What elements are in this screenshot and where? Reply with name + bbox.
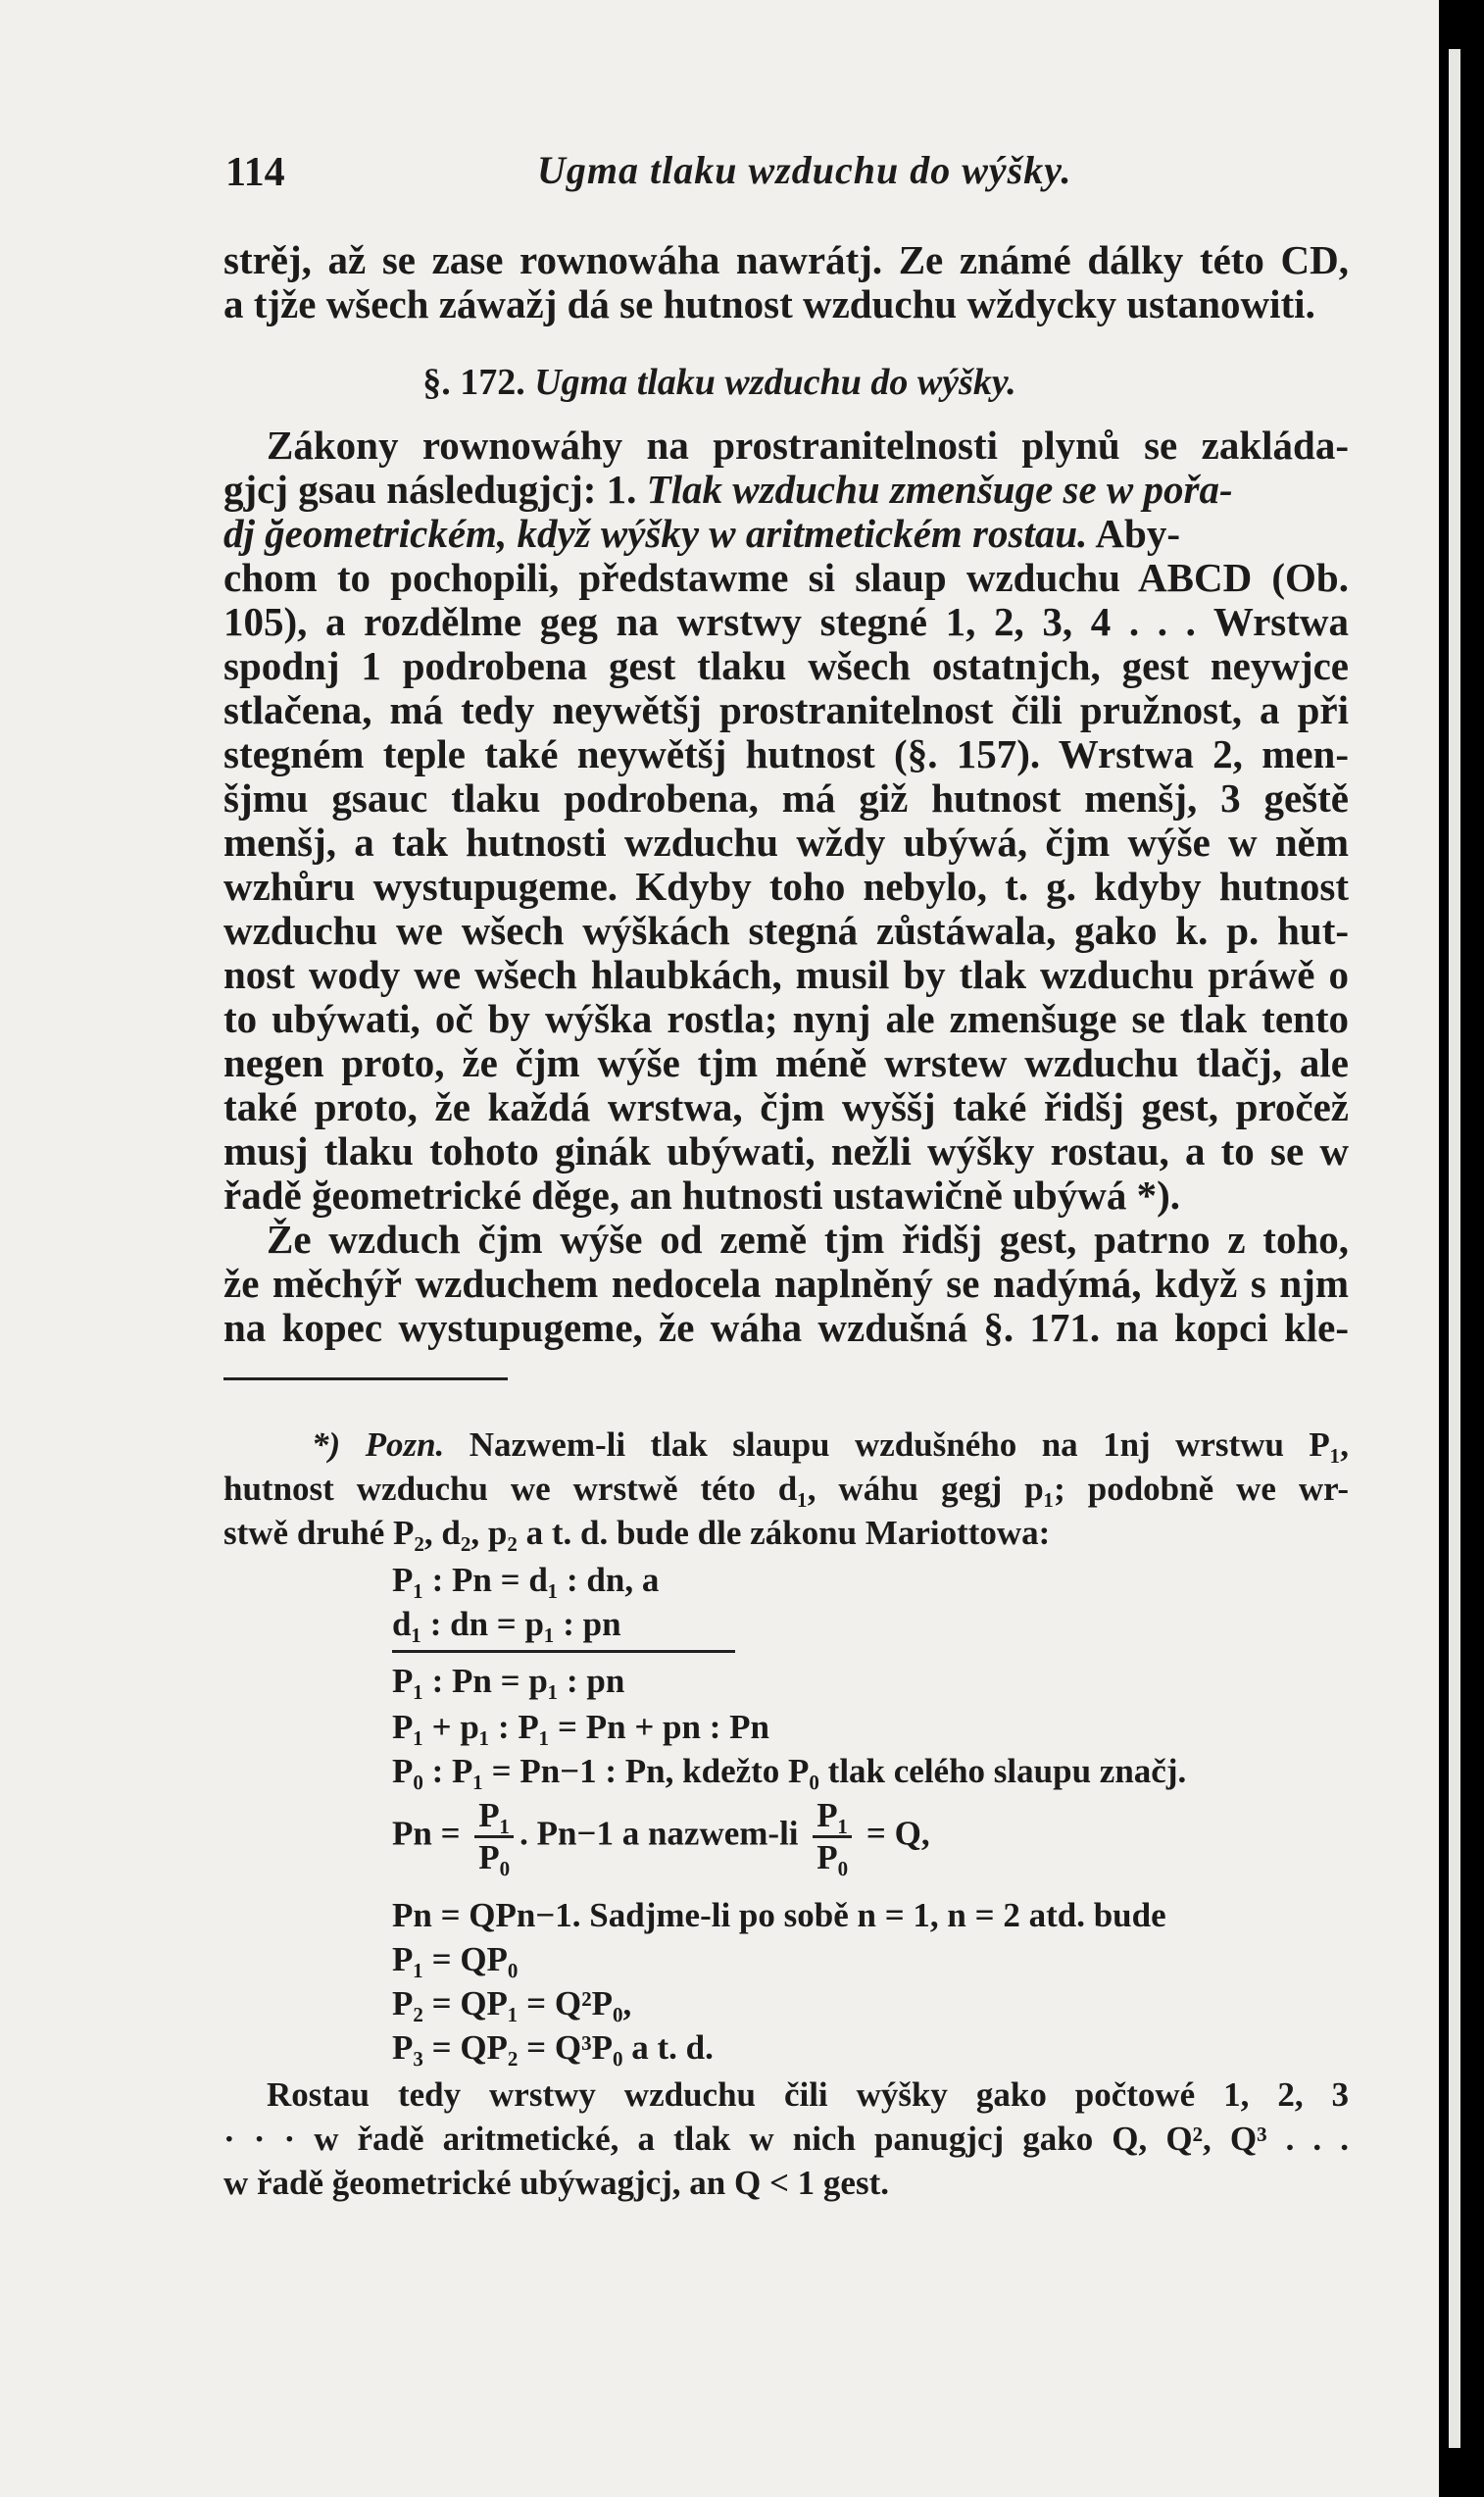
fraction-denominator: P₀ [478,1838,511,1876]
formula-underline [392,1650,735,1653]
formula-line: P₀ : P₁ = Pn−1 : Pn, kdežto P₀ tlak celého slaupu značj. [392,1752,1187,1790]
footnote-line [223,1423,1349,1467]
text-line: také proto, že každá wrstwa, čjm wyššj také řidšj gest, pročež [223,1084,1349,1129]
text-line: Zákony rownowáhy na prostranitelnosti plynů se zakláda- [267,423,1349,468]
formula-line: P₁ : Pn = d₁ : dn, a [392,1561,660,1599]
fraction-numerator: P₁ [474,1796,514,1838]
footnote-line: · · · w řadě aritmetické, a tlak w nich panugjcj gako Q, Q², Q³ . . . [223,2120,1349,2158]
text-line: wzduchu we wšech wýškách stegná zůstáwala, gako k. p. hut- [223,908,1349,953]
formula-line: P₁ = QP₀ [392,1940,519,1978]
footnote-rule [223,1377,508,1380]
formula-text: = Q, [866,1814,930,1853]
text-line: 105), a rozdělme geg na wrstwy stegné 1, 2, 3, 4 . . . Wrstwa [223,599,1349,644]
text-line: wzhůru wystupugeme. Kdyby toho nebylo, t. g. kdyby hutnost [223,864,1349,909]
formula-fraction-line [392,1796,930,1877]
section-number: §. 172. [422,362,525,403]
text-line: řadě ğeometrické děge, an hutnosti ustawičně ubýwá *). [223,1173,1180,1218]
footnote-line: stwě druhé P₂, d₂, p₂ a t. d. bude dle zákonu Mariottowa: [223,1514,1051,1552]
formula-text: Pn = [392,1814,461,1853]
text-line: menšj, a tak hutnosti wzduchu wždy ubýwá, čjm wýše w něm [223,820,1349,865]
scan-edge [1439,0,1484,2497]
text-line: šjmu gsauc tlaku podrobena, má giž hutnost menšj, 3 geště [223,775,1349,821]
text-line: že měchýř wzduchem nedocela naplněný se nadýmá, když s njm [223,1261,1349,1306]
formula-text: . Pn−1 a nazwem-li [519,1814,799,1853]
text-line: strěj, až se zase rownowáha nawrátj. Ze známé dálky této CD, [223,237,1349,282]
law-italic: Tlak wzduchu zmenšuge se w pořa- [646,467,1233,512]
fraction [813,1796,852,1877]
running-title: Ugma tlaku wzduchu do wýšky. [537,148,1072,192]
text-fragment: gjcj gsau následugjcj: 1. [223,467,637,512]
formula-line: Pn = QPn−1. Sadjme-li po sobě n = 1, n = 2 atd. bude [392,1896,1166,1934]
footnote-line: w řadě ğeometrické ubýwagjcj, an Q < 1 gest. [223,2164,889,2202]
text-line: musj tlaku tohoto ginák ubýwati, nežli wýšky rostau, a to se w [223,1128,1349,1174]
section-title: Ugma tlaku wzduchu do wýšky. [534,362,1016,403]
text-line: negen proto, že čjm wýše tjm méně wrstew wzduchu tlačj, ale [223,1040,1349,1085]
text-line: spodnj 1 podrobena gest tlaku wšech ostatnjch, gest neywjce [223,643,1349,688]
formula-line: P₁ : Pn = p₁ : pn [392,1662,625,1700]
text-line: nost wody we wšech hlaubkách, musil by tlak wzduchu práwě o [223,952,1349,997]
section-heading [0,361,1439,404]
text-line: chom to pochopili, předstawme si slaup wzduchu ABCD (Ob. [223,555,1349,600]
formula-line: P₂ = QP₁ = Q²P₀, [392,1984,632,2023]
formula-line: P₃ = QP₂ = Q³P₀ a t. d. [392,2028,714,2067]
text-line: Že wzduch čjm wýše od země tjm řidšj gest, patrno z toho, [267,1217,1349,1262]
text-fragment: Nazwem-li tlak slaupu wzdušného na 1nj wrstwu P₁, [469,1425,1349,1464]
page-number: 114 [225,150,285,195]
text-line: na kopec wystupugeme, že wáha wzdušná §. 171. na kopci kle- [223,1305,1349,1350]
text-line [223,468,1349,512]
page-edge-strip [1449,49,1460,2448]
text-line: a tjže wšech záwažj dá se hutnost wzduchu wždycky ustanowiti. [223,281,1315,326]
fraction [474,1796,514,1877]
footnote-marker: *) Pozn. [312,1425,445,1464]
footnote-line: Rostau tedy wrstwy wzduchu čili wýšky gako počtowé 1, 2, 3 [267,2075,1349,2114]
text-line: stlačena, má tedy neywětšj prostranitelnost čili pružnost, a při [223,687,1349,732]
fraction-denominator: P₀ [816,1838,849,1876]
fraction-numerator: P₁ [813,1796,852,1838]
formula-line: d₁ : dn = p₁ : pn [392,1605,621,1643]
law-italic: dj ğeometrickém, když wýšky w aritmetickém rostau. [223,511,1088,556]
text-line: to ubýwati, oč by wýška rostla; nynj ale zmenšuge se tlak tento [223,996,1349,1041]
formula-line: P₁ + p₁ : P₁ = Pn + pn : Pn [392,1708,769,1746]
text-line [223,512,1349,556]
text-fragment: Aby- [1095,511,1180,556]
footnote-line: hutnost wzduchu we wrstwě této d₁, wáhu gegj p₁; podobně we wr- [223,1470,1349,1508]
text-line: stegném teple také neywětšj hutnost (§. 157). Wrstwa 2, men- [223,731,1349,776]
